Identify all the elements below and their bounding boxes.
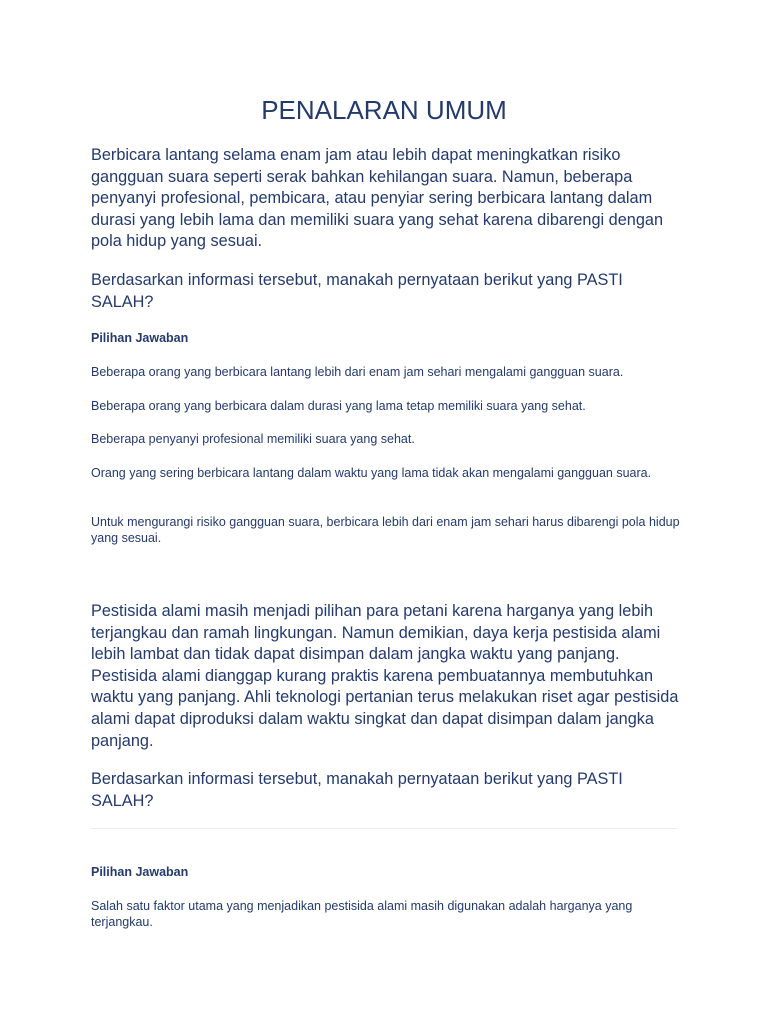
answer-option-2a: Salah satu faktor utama yang menjadikan pestisida alami masih digunakan adalah harganya yang terjangkau.	[91, 899, 633, 929]
question-2-prompt: Berdasarkan informasi tersebut, manakah pernyataan berikut yang PASTI SALAH?	[91, 770, 623, 810]
options-label-1: Pilihan Jawaban	[91, 331, 189, 345]
answer-option-1e: Untuk mengurangi risiko gangguan suara, berbicara lebih dari enam jam sehari harus dibarengi pola hidup yang sesuai.	[91, 515, 680, 545]
passage-1: Berbicara lantang selama enam jam atau lebih dapat meningkatkan risiko gangguan suara seperti serak bahkan kehilangan suara. Namun, beberapa penyanyi profesional, pembicara, atau penyiar sering berbicara lantang dalam durasi yang lebih lama dan memiliki suara yang sehat karena dibarengi dengan pola hidup yang sesuai.	[91, 146, 664, 251]
question-1-prompt: Berdasarkan informasi tersebut, manakah pernyataan berikut yang PASTI SALAH?	[91, 271, 623, 311]
answer-option-1b: Beberapa orang yang berbicara dalam durasi yang lama tetap memiliki suara yang sehat.	[91, 399, 586, 413]
section-divider	[91, 828, 677, 829]
options-label-2: Pilihan Jawaban	[91, 865, 189, 879]
passage-2: Pestisida alami masih menjadi pilihan para petani karena harganya yang lebih terjangkau dan ramah lingkungan. Namun demikian, daya kerja pestisida alami lebih lambat dan tidak dapat disimpan dalam jangka waktu yang panjang. Pestisida alami dianggap kurang praktis karena pembuatannya membutuhkan waktu yang panjang. Ahli teknologi pertanian terus melakukan riset agar pestisida alami dapat diproduksi dalam waktu singkat dan dapat disimpan dalam jangka panjang.	[91, 602, 679, 750]
answer-option-1d: Orang yang sering berbicara lantang dalam waktu yang lama tidak akan mengalami gangguan suara.	[91, 466, 652, 480]
answer-option-1a: Beberapa orang yang berbicara lantang lebih dari enam jam sehari mengalami gangguan suara.	[91, 365, 624, 379]
page-title: PENALARAN UMUM	[261, 95, 507, 125]
answer-option-1c: Beberapa penyanyi profesional memiliki suara yang sehat.	[91, 432, 415, 446]
